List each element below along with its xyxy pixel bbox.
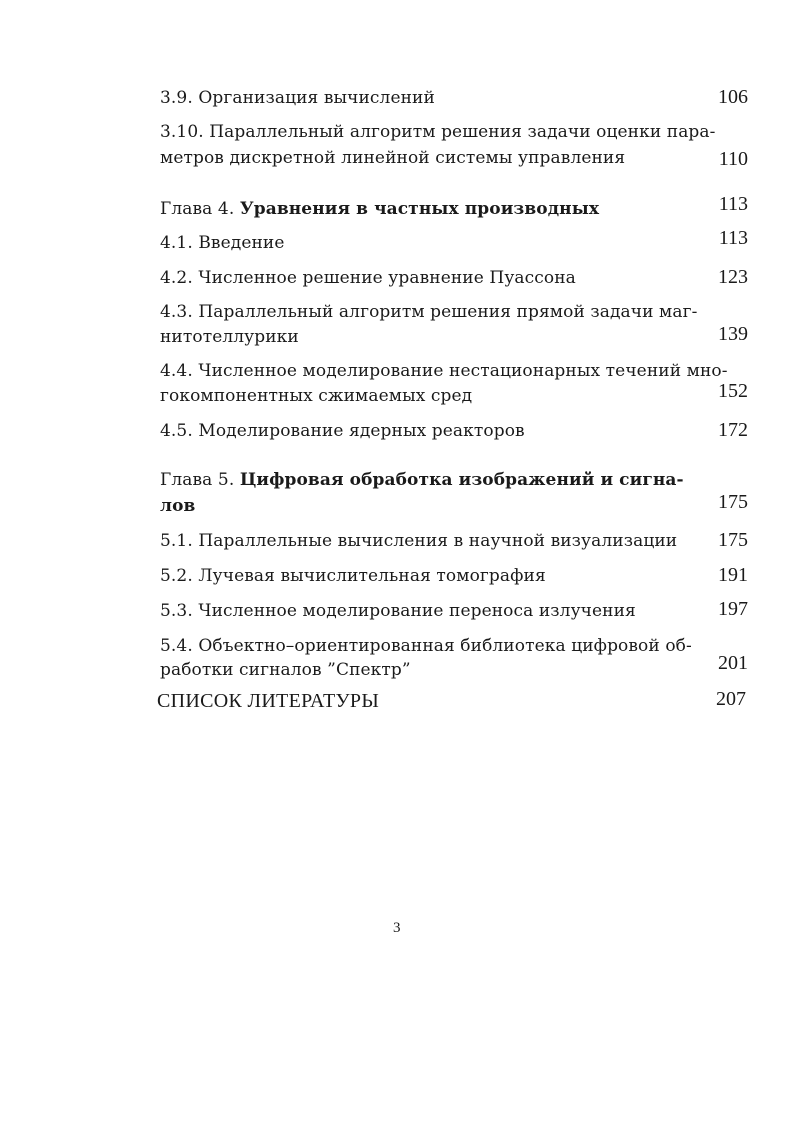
toc-entry-4-4-line1: 4.4. Численное моделирование нестационарных течений мно- (160, 361, 728, 381)
toc-entry-3-9: 3.9. Организация вычислений (160, 88, 435, 108)
toc-entry-3-10-line1: 3.10. Параллельный алгоритм решения задачи оценки пара- (160, 122, 716, 142)
toc-page-5-3: 197 (718, 598, 748, 620)
chapter-4-label: Глава 4. (160, 199, 235, 219)
chapter-5-label: Глава 5. (160, 470, 235, 490)
chapter-5-title-line2: лов (160, 496, 196, 516)
toc-page-5-4: 201 (718, 652, 748, 674)
toc-entry-4-3-line2: нитотеллурики (160, 327, 299, 347)
toc-entry-5-4-line2: работки сигналов ”Спектр” (160, 660, 411, 680)
toc-entry-4-4-line2: гокомпонентных сжимаемых сред (160, 386, 473, 406)
toc-page-4-1: 113 (718, 227, 748, 249)
toc-entry-4-3-line1: 4.3. Параллельный алгоритм решения прямой задачи маг- (160, 302, 698, 322)
toc-page-4-3: 139 (718, 323, 748, 345)
toc-page-3-10: 110 (718, 148, 748, 170)
toc-entry-5-4-line1: 5.4. Объектно–ориентированная библиотека цифровой об- (160, 636, 692, 656)
toc-page-5-1: 175 (718, 529, 748, 551)
page-number: 3 (393, 920, 401, 936)
chapter-4-title: Уравнения в частных производных (239, 199, 600, 219)
toc-entry-5-1: 5.1. Параллельные вычисления в научной визуализации (160, 531, 678, 551)
toc-entry-4-5: 4.5. Моделирование ядерных реакторов (160, 421, 525, 441)
toc-page-4-4: 152 (718, 380, 748, 402)
toc-page-ch5: 175 (718, 491, 748, 513)
toc-page-literature: 207 (716, 688, 746, 710)
toc-entry-literature: СПИСОК ЛИТЕРАТУРЫ (157, 690, 380, 712)
chapter-4-heading (160, 199, 599, 219)
toc-entry-5-2: 5.2. Лучевая вычислительная томография (160, 566, 546, 586)
toc-entry-4-2: 4.2. Численное решение уравнение Пуассона (160, 268, 576, 288)
toc-page-4-5: 172 (718, 419, 748, 441)
toc-page-5-2: 191 (718, 564, 748, 586)
toc-entry-3-10-line2: метров дискретной линейной системы управления (160, 148, 626, 168)
toc-entry-5-3: 5.3. Численное моделирование переноса излучения (160, 601, 636, 621)
chapter-5-heading-line1 (160, 470, 684, 490)
chapter-5-title-line1: Цифровая обработка изображений и сигна- (239, 470, 684, 490)
toc-page-4-2: 123 (718, 266, 748, 288)
toc-page-ch4: 113 (718, 193, 748, 215)
toc-entry-4-1: 4.1. Введение (160, 233, 285, 253)
toc-page-3-9: 106 (718, 86, 748, 108)
